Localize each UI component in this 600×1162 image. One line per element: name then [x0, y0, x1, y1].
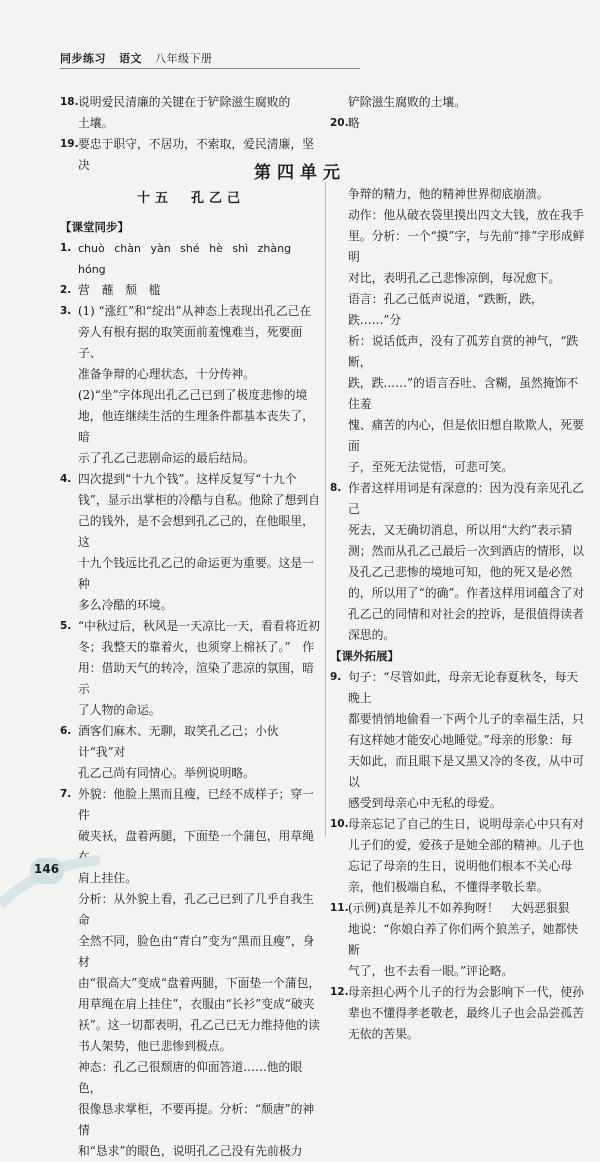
answer-line: 破夹袄，盘着两腿，下面垫一个蒲包，用草绳在	[78, 829, 314, 864]
answer-number: 18.	[60, 96, 79, 108]
answer-line: (1) “涨红”和“绽出”从神态上表现出孔乙己在	[78, 304, 312, 318]
answer-line: 营 蘸 颓 槛	[78, 283, 161, 297]
answer-line: 了人物的命运。	[78, 703, 161, 717]
answer-line: 分析：从外貌上看，孔乙己已到了几乎自我生命	[78, 892, 314, 927]
answer-item	[330, 898, 588, 982]
answer-line: 动作：他从破衣袋里摸出四文大钱，放在我手	[348, 208, 584, 222]
answer-line: 争辩的精力，他的精神世界彻底崩溃。	[348, 187, 549, 201]
answer-line: 对比，表明孔乙己悲惨凉倒，每况愈下。	[348, 271, 561, 285]
answer-line: 测；然而从孔乙己最后一次到酒店的情形，以	[348, 544, 584, 558]
answer-line: 书人架势，他已悲惨到极点。	[78, 1039, 232, 1053]
header-series: 同步练习	[60, 52, 106, 65]
answer-line: 孔乙己的同情和对社会的控诉，是很值得读者	[348, 607, 584, 621]
answer-line: 钱”，显示出掌柜的冷酷与自私。他除了想到自	[78, 493, 320, 507]
answer-line: 子，至死无法觉悟，可悲可笑。	[348, 460, 514, 474]
answer-line: 愧、痛苦的内心，但是依旧想自欺欺人，死要面	[348, 418, 584, 453]
unit-title: 第四单元	[254, 163, 346, 183]
answer-line: hóng	[78, 263, 106, 276]
answer-line: “中秋过后，秋风是一天凉比一天，看看将近初	[78, 619, 320, 633]
answer-line: 忘记了母亲的生日，说明他们根本不关心母	[348, 859, 573, 873]
answer-line: 己的钱外，是不会想到孔乙己的，在他眼里，这	[78, 514, 314, 549]
answer-item	[60, 721, 322, 784]
answer-line: 地说：“你娘白养了你们两个狼羔子，她都快断	[348, 922, 579, 957]
answer-number: 3.	[60, 305, 72, 317]
answer-item	[60, 301, 322, 469]
answer-line: 辈也不懂得孝老敬老，最终儿子也会品尝孤苦	[348, 1006, 584, 1020]
answer-line: 土壤。	[78, 116, 114, 130]
top-right-answers	[330, 92, 588, 134]
page-header	[60, 44, 360, 74]
answer-number: 7.	[60, 788, 72, 800]
answer-line: 要忠于职守，不居功，不索取，爱民清廉，坚决	[78, 137, 314, 172]
section-heading: 【课外拓展】	[330, 649, 399, 663]
answer-line: 无依的苦果。	[348, 1027, 419, 1041]
answer-item	[60, 238, 322, 280]
page-number: 146	[34, 862, 60, 876]
answer-line: 孔乙己尚有同情心。举例说明略。	[78, 766, 255, 780]
answer-item	[60, 280, 322, 301]
answer-line: 都要悄悄地偷看一下两个儿子的幸福生活，只	[348, 712, 584, 726]
answer-line: 神态：孔乙己很颓唐的仰面答道……他的眼色，	[78, 1060, 303, 1095]
header-subject: 语文	[119, 52, 142, 65]
answer-line: 外貌：他脸上黑而且瘦，已经不成样子；穿一件	[78, 787, 314, 822]
answer-line: 全然不同，脸色由“青白”变为“黑而且瘦”，身材	[78, 934, 315, 969]
answer-line: 说明爱民清廉的关键在于铲除滋生腐败的	[78, 95, 291, 109]
header-rule	[60, 68, 360, 69]
column-divider	[325, 182, 326, 837]
answer-line: 酒客们麻木、无聊，取笑孔乙己；小伙计“我”对	[78, 724, 279, 759]
answer-line: 母亲担心两个儿子的行为会影响下一代，使孙	[348, 985, 584, 999]
answer-line: 十九个钱远比孔乙己的命运更为重要。这是一种	[78, 556, 314, 591]
answer-line: 里。分析：一个“摸”字，与先前“排”字形成鲜明	[348, 229, 585, 264]
answer-number: 19.	[60, 138, 79, 150]
answer-item	[330, 667, 588, 814]
answer-line: 四次提到“十九个钱”。这样反复写“十九个	[78, 472, 297, 486]
answer-line: 和“恳求”的眼色，说明孔乙己没有先前极力	[78, 1144, 303, 1158]
section-heading: 【课堂同步】	[60, 220, 129, 234]
answer-line: 由“很高大”变成“盘着两腿，下面垫一个蒲包，	[78, 976, 321, 990]
answer-number: 20.	[330, 117, 349, 129]
header-grade: 八年级下册	[155, 52, 213, 65]
answer-line: 肩上挂住。	[78, 871, 137, 885]
answer-line: 作者这样用词是有深意的：因为没有亲见孔乙己	[348, 481, 584, 516]
answer-item	[330, 478, 588, 646]
answer-line: 很像恳求掌柜，不要再提。分析：“颓唐”的神情	[78, 1102, 315, 1137]
answer-line: 旁人有根有据的取笑面前羞愧难当，死要面子、	[78, 325, 303, 360]
answer-line: 地，他连继续生活的生理条件都基本丧失了，暗	[78, 409, 314, 444]
answer-line: 死去，又无确切消息，所以用“大约”表示猜	[348, 523, 573, 537]
answer-line: 跌，跌……”的语言吞吐、含糊，虽然掩饰不住羞	[348, 376, 579, 411]
answer-line: chuò chàn yàn shé hè shì zhàng	[78, 242, 292, 255]
answer-number: 2.	[60, 284, 72, 296]
answer-item	[60, 616, 322, 721]
answer-line: 深思的。	[348, 628, 396, 642]
answer-item	[330, 814, 588, 898]
answer-line: 多么冷酷的环境。	[78, 598, 173, 612]
answer-number: 11.	[330, 902, 349, 914]
answer-number: 5.	[60, 620, 72, 632]
answer-number: 1.	[60, 242, 72, 254]
answer-number: 12.	[330, 986, 349, 998]
footer-decoration	[0, 845, 120, 923]
answer-line: 亲，他们极端自私，不懂得孝敬长辈。	[348, 880, 549, 894]
answer-number: 9.	[330, 671, 342, 683]
lesson-title: 十五 孔乙己	[136, 191, 245, 206]
answer-line: 的，所以用了“的确”。作者这样用词蕴含了对	[348, 586, 585, 600]
answer-line: 冬；我整天的靠着火，也须穿上棉袄了。” 作	[78, 640, 315, 654]
answer-line: 感受到母亲心中无私的母爱。	[348, 796, 502, 810]
answer-line: 句子：“尽管如此，母亲无论春夏秋冬，每天晚上	[348, 670, 579, 705]
answer-line: 母亲忘记了自己的生日，说明母亲心中只有对	[348, 817, 584, 831]
answer-line: 示了孔乙己悲剧命运的最后结局。	[78, 451, 255, 465]
left-column	[60, 188, 322, 1162]
right-column	[330, 184, 588, 1045]
answer-item	[330, 982, 588, 1045]
answer-line: 语言：孔乙己低声说道，“跌断，跌，跌……”分	[348, 292, 543, 327]
answer-line: (示例)真是养儿不如养狗呀！ 大妈恶狠狠	[348, 901, 570, 915]
answer-number: 10.	[330, 818, 349, 830]
answer-line: 析：说话低声，没有了孤芳自赏的神气，“跌断，	[348, 334, 579, 369]
answer-item	[330, 113, 588, 134]
answer-line: 用：借助天气的转冷，渲染了悲凉的氛围，暗示	[78, 661, 314, 696]
answer-line: 铲除滋生腐败的土壤。	[348, 95, 466, 109]
answer-number: 6.	[60, 725, 72, 737]
answer-line: (2)“坐”字体现出孔乙己已到了极度悲惨的境	[78, 388, 308, 402]
answer-line: 气了，也不去看一眼。”评论略。	[348, 964, 514, 978]
answer-item	[60, 92, 322, 134]
answer-line: 用草绳在肩上挂住”，衣服由“长衫”变成“破夹	[78, 997, 315, 1011]
answer-line: 儿子们的爱，爱孩子是她全部的精神。儿子也	[348, 838, 584, 852]
answer-line: 有这样她才能安心地睡觉。”母亲的形象：每	[348, 733, 573, 747]
answer-item	[60, 784, 322, 1162]
answer-item	[60, 469, 322, 616]
answer-line: 准备争辩的心理状态，十分传神。	[78, 367, 255, 381]
answer-number: 8.	[330, 482, 342, 494]
answer-number: 4.	[60, 473, 72, 485]
answer-line: 及孔乙己悲惨的境地可知，他的死又是必然	[348, 565, 573, 579]
answer-line: 略	[348, 116, 360, 130]
answer-line: 袄”。这一切都表明，孔乙己已无力维持他的读	[78, 1018, 320, 1032]
answer-line: 天如此，而且眼下是又黑又冷的冬夜，从中可以	[348, 754, 584, 789]
